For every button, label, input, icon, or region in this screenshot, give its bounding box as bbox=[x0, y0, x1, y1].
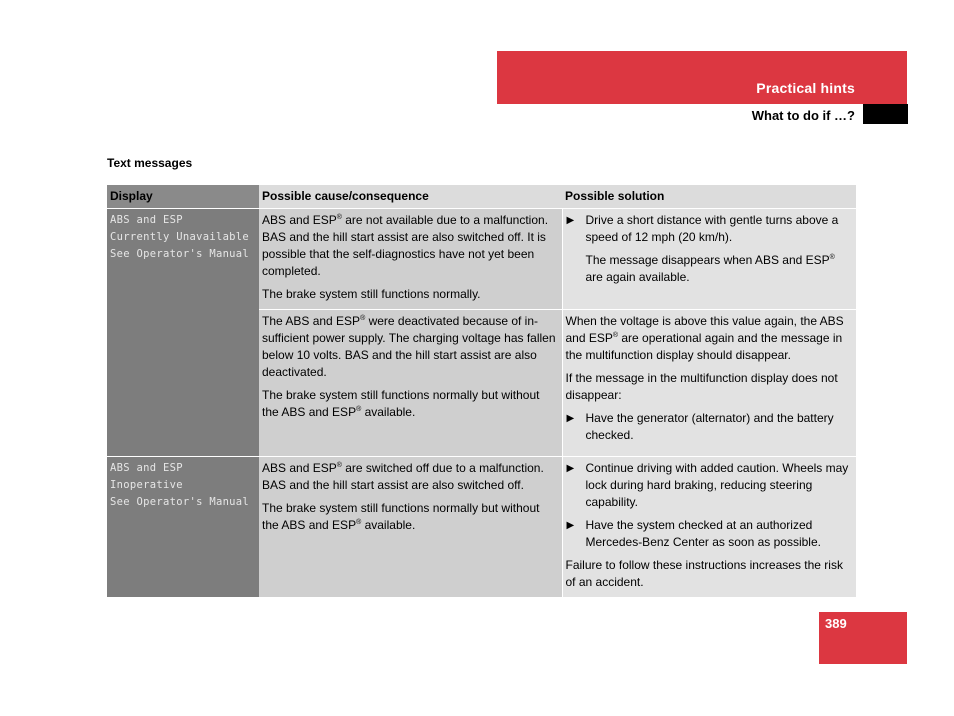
arrow-bullet-icon: ▶ bbox=[566, 215, 575, 226]
display-line: Inoperative bbox=[110, 479, 183, 491]
cause-paragraph: ABS and ESP® are switched off due to a malfunction. BAS and the hill start assist are also switched off. bbox=[262, 461, 544, 492]
solution-cell bbox=[562, 457, 856, 598]
text-messages-table bbox=[107, 185, 856, 598]
display-line: Currently Unavailable bbox=[110, 231, 250, 243]
display-line: See Operator's Manual bbox=[110, 248, 250, 260]
solution-bullet: ▶ Have the generator (alternator) and the battery checked. bbox=[566, 411, 834, 442]
display-line: See Operator's Manual bbox=[110, 496, 250, 508]
cause-paragraph: The brake system still functions normally but without the ABS and ESP® available. bbox=[262, 388, 540, 419]
page-heading: Text messages bbox=[107, 156, 193, 170]
arrow-bullet-icon: ▶ bbox=[566, 413, 575, 424]
cause-cell bbox=[259, 310, 562, 457]
table-row bbox=[107, 457, 856, 598]
table-header-row bbox=[107, 185, 856, 209]
cause-cell bbox=[259, 457, 562, 598]
cause-cell bbox=[259, 209, 562, 310]
section-header-bar bbox=[497, 51, 907, 104]
solution-paragraph: If the message in the multifunction display does not disappear: bbox=[565, 371, 838, 402]
arrow-bullet-icon: ▶ bbox=[566, 520, 575, 531]
display-line: ABS and ESP bbox=[110, 214, 183, 226]
subsection-title: What to do if …? bbox=[751, 108, 855, 123]
cause-paragraph: The brake system still functions normally but without the ABS and ESP® available. bbox=[262, 501, 540, 532]
display-line: ABS and ESP bbox=[110, 462, 183, 474]
cause-paragraph: ABS and ESP® are not available due to a malfunction. BAS and the hill start assist are also switched off. It is possible that the self-diagnostics have not yet been completed. bbox=[262, 213, 549, 278]
display-message-cell bbox=[107, 457, 259, 598]
solution-paragraph: When the voltage is above this value again, the ABS and ESP® are operational again and the message in the multifunction display should disappear. bbox=[565, 314, 844, 362]
arrow-bullet-icon: ▶ bbox=[566, 463, 575, 474]
cause-paragraph: The ABS and ESP® were deactivated because of in-sufficient power supply. The charging voltage has fallen below 10 volts. BAS and the hill start assist are also deactivated. bbox=[262, 314, 556, 379]
table-row bbox=[107, 209, 856, 310]
solution-paragraph: Failure to follow these instructions increases the risk of an accident. bbox=[565, 558, 843, 589]
section-tab-marker bbox=[863, 104, 908, 124]
column-header-display: Display bbox=[107, 185, 259, 209]
display-message-cell bbox=[107, 209, 259, 457]
column-header-cause: Possible cause/consequence bbox=[259, 185, 562, 209]
solution-bullet: ▶ Drive a short distance with gentle turns above a speed of 12 mph (20 km/h). bbox=[566, 213, 839, 244]
page-number: 389 bbox=[825, 616, 847, 631]
cause-paragraph: The brake system still functions normally. bbox=[262, 287, 481, 301]
solution-cell bbox=[562, 209, 856, 310]
column-header-solution: Possible solution bbox=[562, 185, 856, 209]
section-title: Practical hints bbox=[756, 80, 855, 96]
solution-cell bbox=[562, 310, 856, 457]
solution-bullet: ▶ Have the system checked at an authorized Mercedes-Benz Center as soon as possible. bbox=[566, 518, 821, 549]
solution-bullet: ▶ Continue driving with added caution. Wheels may lock during hard braking, reducing steering capability. bbox=[566, 461, 849, 509]
solution-note: The message disappears when ABS and ESP® are again available. bbox=[585, 253, 835, 284]
